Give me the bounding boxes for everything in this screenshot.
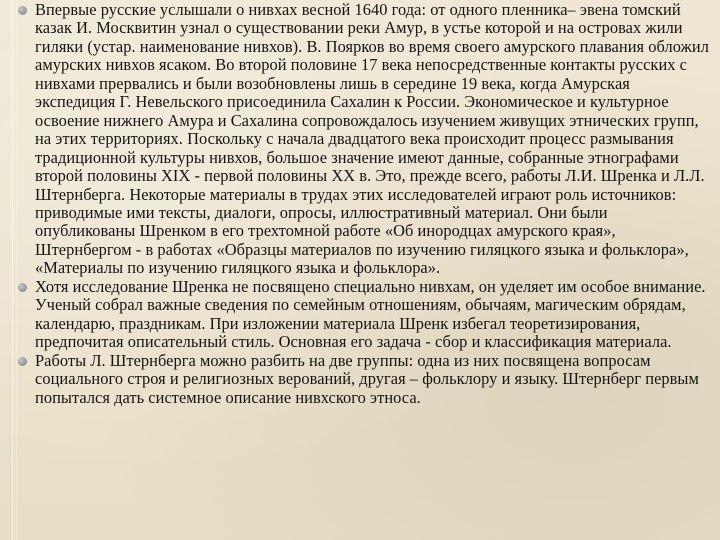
bullet-text: Работы Л. Штернберга можно разбить на две группы: одна из них посвящена вопросам социального строя и религиозных верований, другая – фольклору и языку. Штернберг первым попытался дать системное описание нивхского этноса. [35, 350, 699, 407]
bullet-item [16, 278, 710, 352]
bullet-dot-icon [18, 283, 27, 292]
bullet-dot-icon [18, 6, 27, 15]
bullet-item [16, 352, 710, 407]
bullet-text: Хотя исследование Шренка не посвящено специально нивхам, он уделяет им особое внимание. Ученый собрал важные сведения по семейным отношениям, обычаям, магическим обрядам, календарю, праздникам. При изложении материала Шренк избегал теоретизирования, предпочитая описательный стиль. Основная его задача - сбор и классификация материала. [35, 276, 706, 352]
bullet-dot-icon [18, 357, 27, 366]
slide-body [16, 1, 710, 407]
bullet-text: Впервые русские услышали о нивхах весной 1640 года: от одного пленника– эвена томский казак И. Москвитин узнал о существовании реки Амур, в устье которой и на островах жили гиляки (устар. наименование нивхов). В. Поярков во время своего амурского плавания обложил амурских нивхов ясаком. Во второй половине 17 века непосредственные контакты русских с нивхами прервались и были возобновлены лишь в середине 19 века, когда Амурская экспедиция Г. Невельского присоединила Сахалин к России. Экономическое и культурное освоение нижнего Амура и Сахалина сопровождалось изучением живущих этнических групп, на этих территориях. Поскольку с начала двадцатого века происходит процесс размывания традиционной культуры нивхов, большое значение имеют данные, собранные этнографами второй половины XIX - первой половины XX в. Это, прежде всего, работы Л.И. Шренка и Л.Л. Штернберга. Некоторые материалы в трудах этих исследователей играют роль источников: приводимые ими тексты, диалоги, опросы, иллюстративный материал. Они были опубликованы Шренком в его трехтомной работе «Об инородцах амурского края», Штернбергом - в работах «Образцы материалов по изучению гиляцкого языка и фольклора», «Материалы по изучению гиляцкого языка и фольклора». [35, 0, 709, 278]
bullet-item [16, 1, 710, 278]
decorative-line [12, 0, 13, 540]
